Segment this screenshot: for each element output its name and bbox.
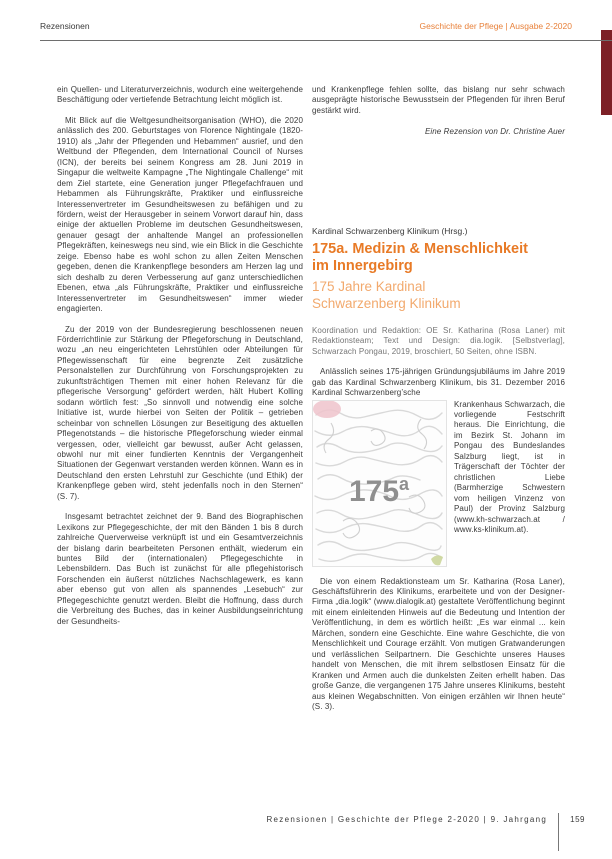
page-footer (266, 813, 585, 851)
review-title (312, 241, 565, 276)
paragraph-fazit: Insgesamt betrachtet zeichnet der 9. Band des Biographischen Lexikons zur Pflegegeschichte, der mit den Bänden 1 bis 8 durch zahlreiche Querverweise verknüpft ist und ein Gesamtverzeichnis der bislang darin bearbeiteten Personen enthält, wiederum ein buntes Bild der (internationalen) Pflegegeschichte in Lebensbildern. Das Buch ist zunächst für alle pflegehistorisch Forschenden ein äußerst nützliches Nachschlagewerk, es kann aber ebenso gut von allen als spannendes „Lesebuch“ zur Pflegegeschichte genutzt werden. Bleibt die Hoffnung, dass durch die Verbreitung des Buches, das in keiner Ausbildungseinrichtung der Gesundheits- (57, 512, 303, 626)
review-subtitle (312, 278, 565, 313)
cover-sketch-graphic (313, 401, 446, 566)
review-subtitle-line1: 175 Jahre Kardinal (312, 278, 426, 294)
review-title-line1: 175a. Medizin & Menschlichkeit (312, 240, 528, 257)
review-bibliography: Koordination und Redaktion: OE Sr. Katharina (Rosa Laner) mit Redaktionsteam; Text und Design: dia.logik. [Selbstverlag], Schwarzach Pongau, 2019, broschiert, 50 Seiten, ohne ISBN. (312, 325, 565, 356)
footer-running-title: Rezensionen | Geschichte der Pflege 2-2020 | 9. Jahrgang (266, 815, 548, 824)
review-editor: Kardinal Schwarzenberg Klinikum (Hrsg.) (312, 225, 468, 236)
review-subtitle-line2: Schwarzenberg Klinikum (312, 296, 461, 312)
paragraph-beside-cover: Krankenhaus Schwarzach, die vorliegende Festschrift heraus. Die Einrichtung, die im Bezirk St. Johann im Pongau des Bundeslandes Salzburg liegt, ist in Trägerschaft der Töchter der christlichen Liebe (Barmherzige Schwestern vom heiligen Vinzenz von Paul) der Provinz Salzburg (www.kh-schwarzach.at / www.ks-klinikum.at). (454, 399, 565, 534)
paragraph-who-nightingale: Mit Blick auf die Weltgesundheitsorganisation (WHO), die 2020 anlässlich des 200. Geburtstages von Florence Nightingale (1820-1910) als „Jahr der Pflegenden und Hebammen“ ausrief, und den Weltbund der Pflegenden, dem International Council of Nurses (ICN), der bereits bei seinem Kongress am 28. Juni 2019 in Singapur die weltweite Kampagne „The Nightingale Challenge“ mit dem Ziel startete, eine Generation junger Pflegefachfrauen und Hebammen als Führungskräfte, Praktiker und einflussreiche Interessenvertreter im Gesundheitswesen zu befähigen und zu fördern, weist der Herausgeber in seinem Vorwort darauf hin, dass einige der aktuellen Probleme im deutschen Gesundheitswesen, genauer gesagt der anhaltende Mangel an professionellen Pflegekräften, keineswegs neu sind, wie ein Blick in die Geschichte zeige. Ebenso habe es wohl schon zu allen Zeiten Menschen gegeben, denen die Krankenpflege besonders am Herzen lag und sich deshalb zu deren Verbesserung auf ganz unterschiedlichen Ebenen, etwa „als Führungskräfte, Praktiker und einflussreiche Interessenvertreter im Gesundheitswesen“ immer wieder engagierten. (57, 115, 303, 314)
header-journal-label: Geschichte der Pflege | Ausgabe 2-2020 (419, 21, 572, 31)
review-title-line2: im Innergebirg (312, 258, 413, 275)
review-byline: Eine Rezension von Dr. Christine Auer (424, 127, 565, 137)
header-rule (40, 40, 612, 41)
paragraph-jubilaeum-intro: Anlässlich seines 175-jährigen Gründungsjubiläums im Jahre 2019 gab das Kardinal Schwarzenberg Klinikum, bis 31. Dezember 2016 Kardinal Schwarzenberg’sche (312, 367, 565, 398)
header-section-label: Rezensionen (40, 21, 90, 31)
right-text-column (312, 85, 565, 722)
review-head (312, 226, 565, 313)
paragraph-continuation: ein Quellen- und Literaturverzeichnis, wodurch eine weitergehende Beschäftigung oder vertiefende Betrachtung leicht möglich ist. (57, 85, 303, 105)
paragraph-foerderrichtlinie: Zu der 2019 von der Bundesregierung beschlossenen neuen Förderrichtlinie zur Stärkung der Pflegeforschung in Deutschland, wozu „an neu eingerichteten Lehrstühlen oder Abteilungen für Pflegewissenschaft für eine begrenzte Zeit zusätzliche Personalstellen zur Durchführung von Forschungsprojekten zu zukunftsträchtigen Themen mit einer hohen Relevanz für die pflegerische Versorgung“ gefördert werden, hält Hubert Kolling sodann wörtlich fest: „So sinnvoll und notwendig eine solche Initiative ist, wurde hierbei von Seiten der Politik – getrieben scheinbar von schnellen Lösungen zur Beseitigung des aktuellen Pflegenotstands – die historische Pflegeforschung wieder einmal vergessen, oder, vielleicht gar bewusst, außer Acht gelassen, obwohl nur mit einer fundierten Kenntnis der Vergangenheit Situationen der Gegenwart verstanden werden können. Wann es in Deutschland den ersten Lehrstuhl zur Geschichte (und Ethik) der Krankenpflege geben wird, steht jedenfalls noch in den Sternen“ (S. 7). (57, 324, 303, 501)
paragraph-redaktionsteam: Die von einem Redaktionsteam um Sr. Katharina (Rosa Laner), Geschäftsführerin des Klinikums, erarbeitete und von der Designer-Firma „dia.logik“ (www.dialogik.at) gestaltete Veröffentlichung beginnt mit einem einleitenden Hinweis auf die Bedeutung und Intention der Veröffentlichung, in dem es wörtlich heißt: „Es war einmal ... kein Märchen, sondern eine Geschichte. Eine wahre Geschichte, die von Menschlichkeit und Courage erzählt. Von mutigen Gratwanderungen und verlässlichen Seilpartnern. Die Geschichte unseres Hauses handelt von Menschen, die mit ihrem selbstlosen Einsatz für die Kranken und Armen auch die dunkelsten Zeiten erhellt haben. Das große Ganze, die vergangenen 175 Jahre unseres Klinikums, besteht aus kleinen Wegabschnitten. Von einigen erzählen wir Ihnen heute“ (S. 3). (312, 576, 565, 711)
cover-title-text: 175a (348, 473, 410, 508)
footer-divider (558, 813, 559, 851)
cover-and-text-row (312, 400, 565, 567)
paragraph-continuation-right: und Krankenpflege fehlen sollte, das bislang nur sehr schwach ausgeprägte historische Bewusstsein der Pflegenden für ihren Beruf gestärkt wird. (312, 85, 565, 115)
left-text-column (57, 85, 303, 637)
section-color-tab (601, 30, 612, 115)
book-cover-image (312, 400, 447, 567)
page-header (40, 21, 572, 31)
footer-page-number: 159 (570, 815, 585, 824)
